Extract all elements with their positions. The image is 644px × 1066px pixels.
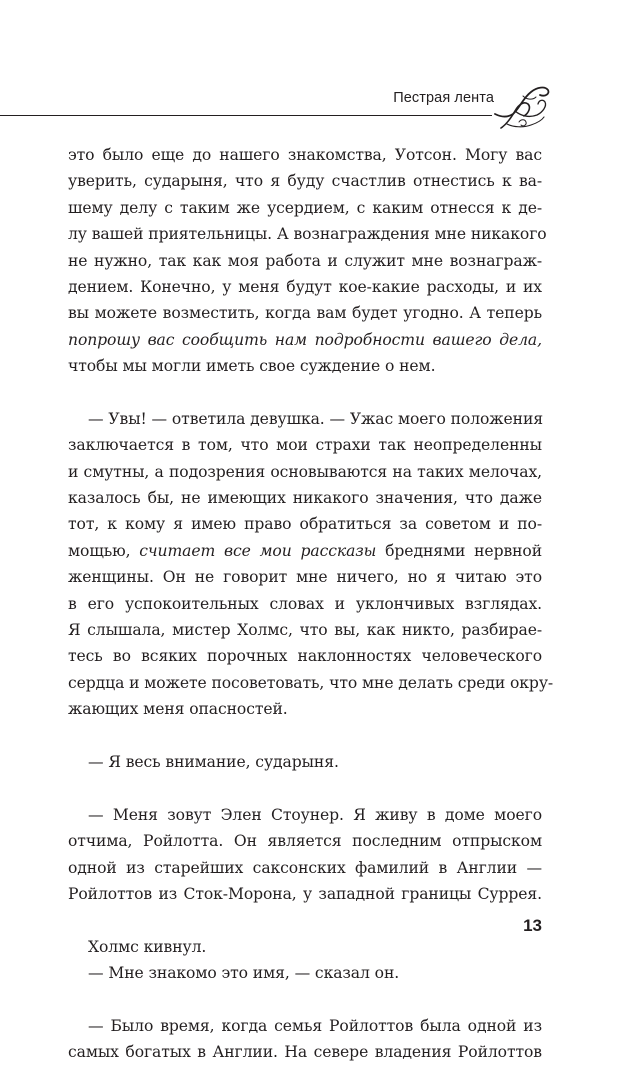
text-line: шему делу с таким же усердием, с каким отнесся к де- [68, 198, 542, 217]
calligraphic-flourish-icon [493, 84, 551, 130]
text-line: Я слышала, мистер Холмс, что вы, как никто, разбирае- [68, 621, 542, 640]
text-line: женщины. Он не говорит мне ничего, но я читаю это [68, 568, 542, 587]
text-line: в его успокоительных словах и уклончивых взглядах. [68, 594, 542, 613]
text-line: уверить, сударыня, что я буду счастлив отнестись к ва- [68, 172, 542, 191]
text-line: Ройлоттов из Сток-Морона, у западной границы Суррея. [68, 884, 542, 903]
text-line: вы можете возместить, когда вам будет угодно. А теперь [68, 304, 542, 323]
paragraph-gap [68, 723, 542, 749]
text-line: самых богатых в Англии. На севере владения Ройлоттов [68, 1043, 542, 1062]
paragraph-gap [68, 775, 542, 801]
running-title: Пестрая лента [393, 90, 494, 106]
italic-text-line: попрошу вас сообщить нам подробности вашего дела, [68, 330, 542, 349]
page-number: 13 [523, 916, 542, 935]
text-line-mixed [68, 538, 542, 564]
text-line: казалось бы, не имеющих никакого значения, что даже [68, 489, 542, 508]
text-line: — Было время, когда семья Ройлоттов была одной из [88, 1016, 542, 1035]
text-fragment: мощью, [68, 541, 131, 560]
text-line: сердца и можете посоветовать, что мне делать среди окру- [68, 673, 554, 692]
paragraph-gap [68, 907, 542, 933]
text-line: жающих меня опасностей. [68, 700, 288, 719]
header-rule [0, 115, 492, 116]
text-line: заключается в том, что мои страхи так неопределенны [68, 436, 542, 455]
text-line: лу вашей приятельницы. А вознаграждения мне никакого [68, 225, 547, 244]
text-line: одной из старейших саксонских фамилий в Англии — [68, 858, 542, 877]
text-line: — Меня зовут Элен Стоунер. Я живу в доме моего [88, 805, 542, 824]
text-line: — Увы! — ответила девушка. — Ужас моего положения [88, 409, 544, 428]
text-line: это было еще до нашего знакомства, Уотсон. Могу вас [68, 146, 542, 164]
text-line: тот, к кому я имею право обратиться за советом и по- [68, 515, 542, 534]
text-line: Холмс кивнул. [88, 937, 207, 956]
page-body-text [68, 142, 554, 1066]
text-line: отчима, Ройлотта. Он является последним отпрыском [68, 832, 542, 851]
text-fragment: бреднями нервной [385, 541, 543, 560]
running-header [0, 84, 644, 132]
text-line: — Я весь внимание, сударыня. [88, 752, 339, 771]
paragraph-gap [68, 380, 542, 406]
text-line: и смутны, а подозрения основываются на таких мелочах, [68, 462, 542, 481]
text-line: тесь во всяких порочных наклонностях человеческого [68, 647, 542, 666]
text-line: не нужно, так как моя работа и служит мне вознаграж- [68, 251, 542, 270]
italic-fragment: считает все мои рассказы [139, 541, 377, 560]
text-line: чтобы мы могли иметь свое суждение о нем. [68, 357, 436, 376]
text-line: — Мне знакомо это имя, — сказал он. [88, 964, 400, 983]
text-line: дением. Конечно, у меня будут кое-какие расходы, и их [68, 277, 542, 296]
